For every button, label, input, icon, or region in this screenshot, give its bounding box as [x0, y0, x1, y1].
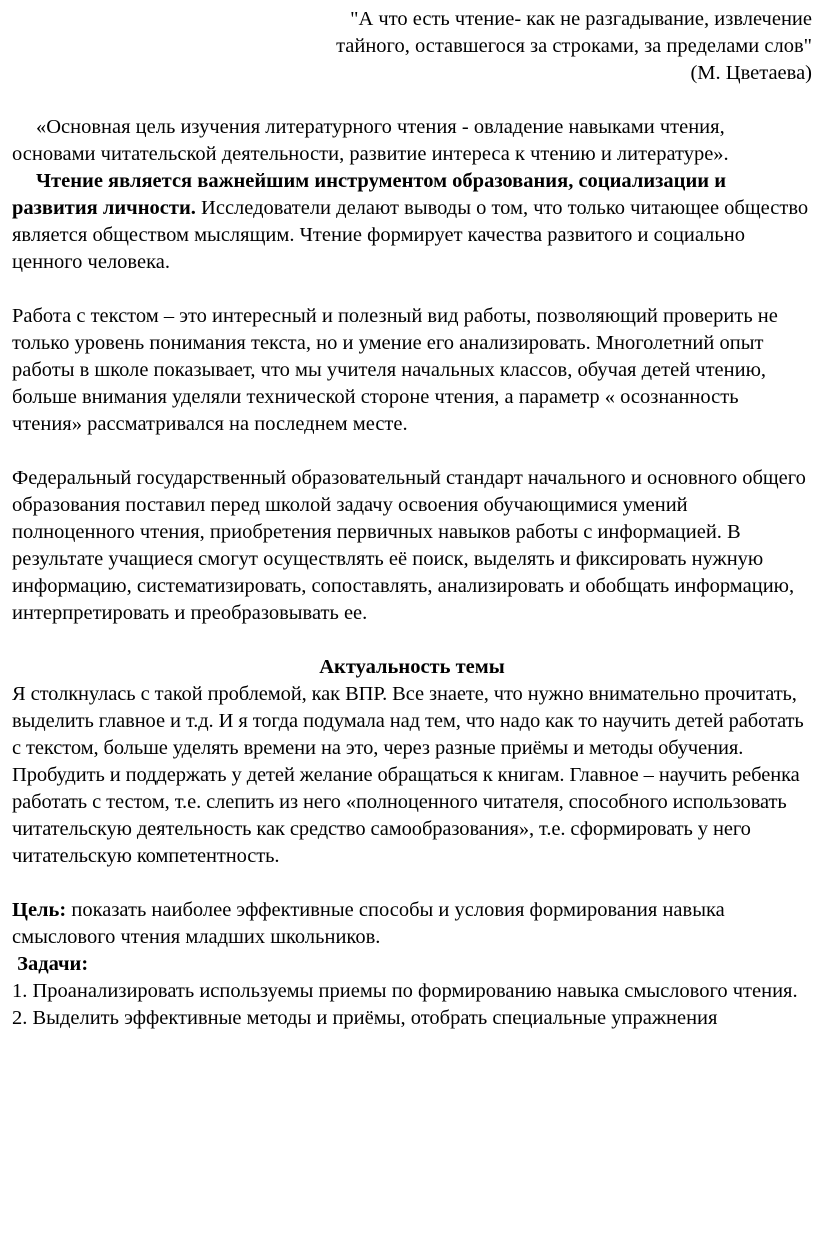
paragraph-text-work: Работа с текстом – это интересный и полезный вид работы, позволяющий проверить не только уровень понимания текста, но и умение его анализировать. Многолетний опыт работы в школе показывает, что мы учителя начальных классов, обучая детей чтению, больше внимания уделяли технической стороне чтения, а параметр « осознанность чтения» рассматривался на последнем месте.: [12, 305, 778, 435]
paragraph-text: Исследователи делают выводы о том, что только читающее общество является обществом мыслящим. Чтение формирует качества развитого и социально ценного человека.: [12, 197, 809, 273]
spacer: [12, 87, 812, 114]
section-title-text: Актуальность темы: [319, 656, 505, 678]
spacer: [12, 627, 812, 654]
epigraph-author: (М. Цветаева): [690, 62, 812, 84]
paragraph-relevance: Я столкнулась с такой проблемой, как ВПР. Все знаете, что нужно внимательно прочитать, выделить главное и т.д. И я тогда подумала над тем, что надо как то научить детей работать с текстом, больше уделять времени на это, через разные приёмы и методы обучения. Пробудить и поддержать у детей желание обращаться к книгам. Главное – научить ребенка работать с тестом, т.е. слепить из него «полноценного читателя, способного использовать читательскую деятельность как средство самообразования», т.е. сформировать у него читательскую компетентность.: [12, 683, 804, 867]
document-page: [12, 6, 812, 1032]
epigraph-line-1: "А что есть чтение- как не разгадывание, извлечение: [350, 8, 812, 30]
section-title: [12, 654, 812, 681]
tasks-label: Задачи:: [17, 953, 89, 975]
paragraph-reading-importance: [12, 168, 812, 276]
epigraph: [12, 6, 812, 87]
tasks-heading: [12, 951, 812, 978]
paragraph-goal: [12, 897, 812, 951]
goal-label: Цель:: [12, 899, 67, 921]
paragraph-fgos: Федеральный государственный образовательный стандарт начального и основного общего образования поставил перед школой задачу освоения обучающимися умений полноценного чтения, приобретения первичных навыков работы с информацией. В результате учащиеся смогут осуществлять её поиск, выделять и фиксировать нужную информацию, систематизировать, сопоставлять, анализировать и обобщать информацию, интерпретировать и преобразовывать ее.: [12, 467, 806, 624]
task-item-1: 1. Проанализировать используемы приемы по формированию навыка смыслового чтения.: [12, 980, 798, 1002]
spacer: [12, 276, 812, 303]
goal-text: показать наиболее эффективные способы и условия формирования навыка смыслового чтения младших школьников.: [12, 899, 725, 948]
task-item-2: 2. Выделить эффективные методы и приёмы, отобрать специальные упражнения: [12, 1007, 718, 1029]
spacer: [12, 870, 812, 897]
spacer: [12, 438, 812, 465]
epigraph-line-2: тайного, оставшегося за строками, за пределами слов": [336, 35, 812, 57]
bold-statement: Чтение является важнейшим инструментом образования, социализации и развития личности.: [12, 170, 727, 219]
paragraph-main-goal: «Основная цель изучения литературного чтения - овладение навыками чтения, основами читательской деятельности, развитие интереса к чтению и литературе».: [12, 116, 729, 165]
